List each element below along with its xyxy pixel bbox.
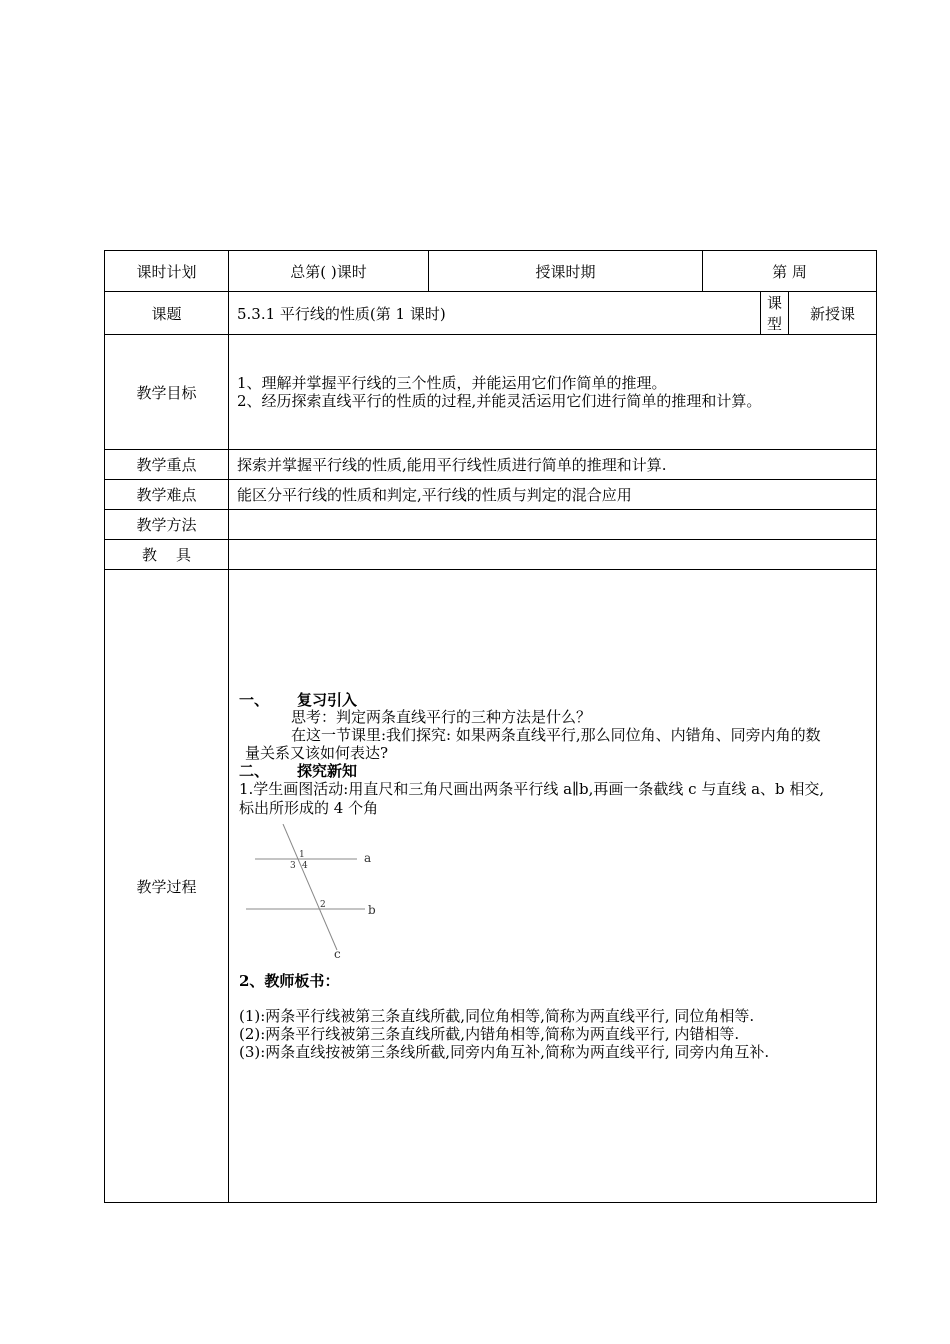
goal-item: 2、经历探索直线平行的性质的过程,并能灵活运用它们进行简单的推理和计算。 [237, 392, 762, 410]
goal-item: 1、理解并掌握平行线的三个性质，并能运用它们作简单的推理。 [237, 374, 667, 392]
goals-row [105, 335, 877, 450]
plan-label: 课时计划 [105, 251, 229, 292]
board-item-2: (2):两条平行线被第三条直线所截,内错角相等,简称为两直线平行, 内错相等. [239, 1025, 740, 1043]
line-c [283, 824, 337, 950]
explore-line-2: 量关系又该如何表达? [245, 744, 389, 762]
date-label: 授课时期 [429, 251, 703, 292]
key-points-row [105, 450, 877, 480]
label-a: a [364, 851, 372, 865]
tools-value [229, 540, 877, 570]
explore-line-1: 在这一节课里:我们探究: 如果两条直线平行,那么同位角、内错角、同旁内角的数 [291, 726, 821, 744]
angle-3-label: 3 [290, 861, 296, 871]
topic-label: 课题 [105, 292, 229, 335]
method-row [105, 510, 877, 540]
board-item-3: (3):两条直线按被第三条线所截,同旁内角互补,简称为两直线平行, 同旁内角互补. [239, 1043, 770, 1061]
header-row [105, 251, 877, 292]
week-label: 第 周 [703, 251, 877, 292]
tools-row [105, 540, 877, 570]
label-b: b [368, 903, 376, 917]
section-1-number: 一、 [239, 691, 270, 709]
topic-row [105, 292, 877, 335]
angle-2-label: 2 [320, 900, 326, 910]
board-item-1: (1):两条平行线被第三条直线所截,同位角相等,简称为两直线平行, 同位角相等. [239, 1007, 755, 1025]
difficulties-row [105, 480, 877, 510]
process-label: 教学过程 [105, 570, 229, 1203]
process-row [105, 570, 877, 1203]
process-content [229, 570, 877, 1203]
angle-1-label: 1 [299, 850, 305, 860]
activity-line-1: 1.学生画图活动:用直尺和三角尺画出两条平行线 a∥b,再画一条截线 c 与直线 a、b 相交, [239, 780, 825, 798]
section-1-title: 复习引入 [297, 691, 358, 709]
goals-content [229, 335, 877, 450]
method-label: 教学方法 [105, 510, 229, 540]
section-2-title: 探究新知 [297, 762, 358, 780]
type-label: 课型 [761, 292, 789, 335]
think-question: 思考：判定两条直线平行的三种方法是什么？ [291, 708, 592, 726]
angle-4-label: 4 [302, 861, 308, 871]
parallel-lines-figure [243, 824, 393, 964]
key-points-value: 探索并掌握平行线的性质,能用平行线性质进行简单的推理和计算. [229, 450, 877, 480]
key-points-label: 教学重点 [105, 450, 229, 480]
difficulties-label: 教学难点 [105, 480, 229, 510]
lesson-plan-table [104, 250, 877, 1203]
section-2-number: 二、 [239, 762, 270, 780]
type-value: 新授课 [789, 292, 877, 335]
activity-line-2: 标出所形成的 4 个角 [239, 799, 379, 817]
goals-label: 教学目标 [105, 335, 229, 450]
difficulties-value: 能区分平行线的性质和判定,平行线的性质与判定的混合应用 [229, 480, 877, 510]
board-title: 2、教师板书： [239, 972, 340, 990]
method-value [229, 510, 877, 540]
label-c: c [334, 947, 341, 961]
lesson-count: 总第( )课时 [229, 251, 429, 292]
tools-label: 教 具 [105, 540, 229, 570]
topic-value: 5.3.1 平行线的性质(第 1 课时) [229, 292, 761, 335]
